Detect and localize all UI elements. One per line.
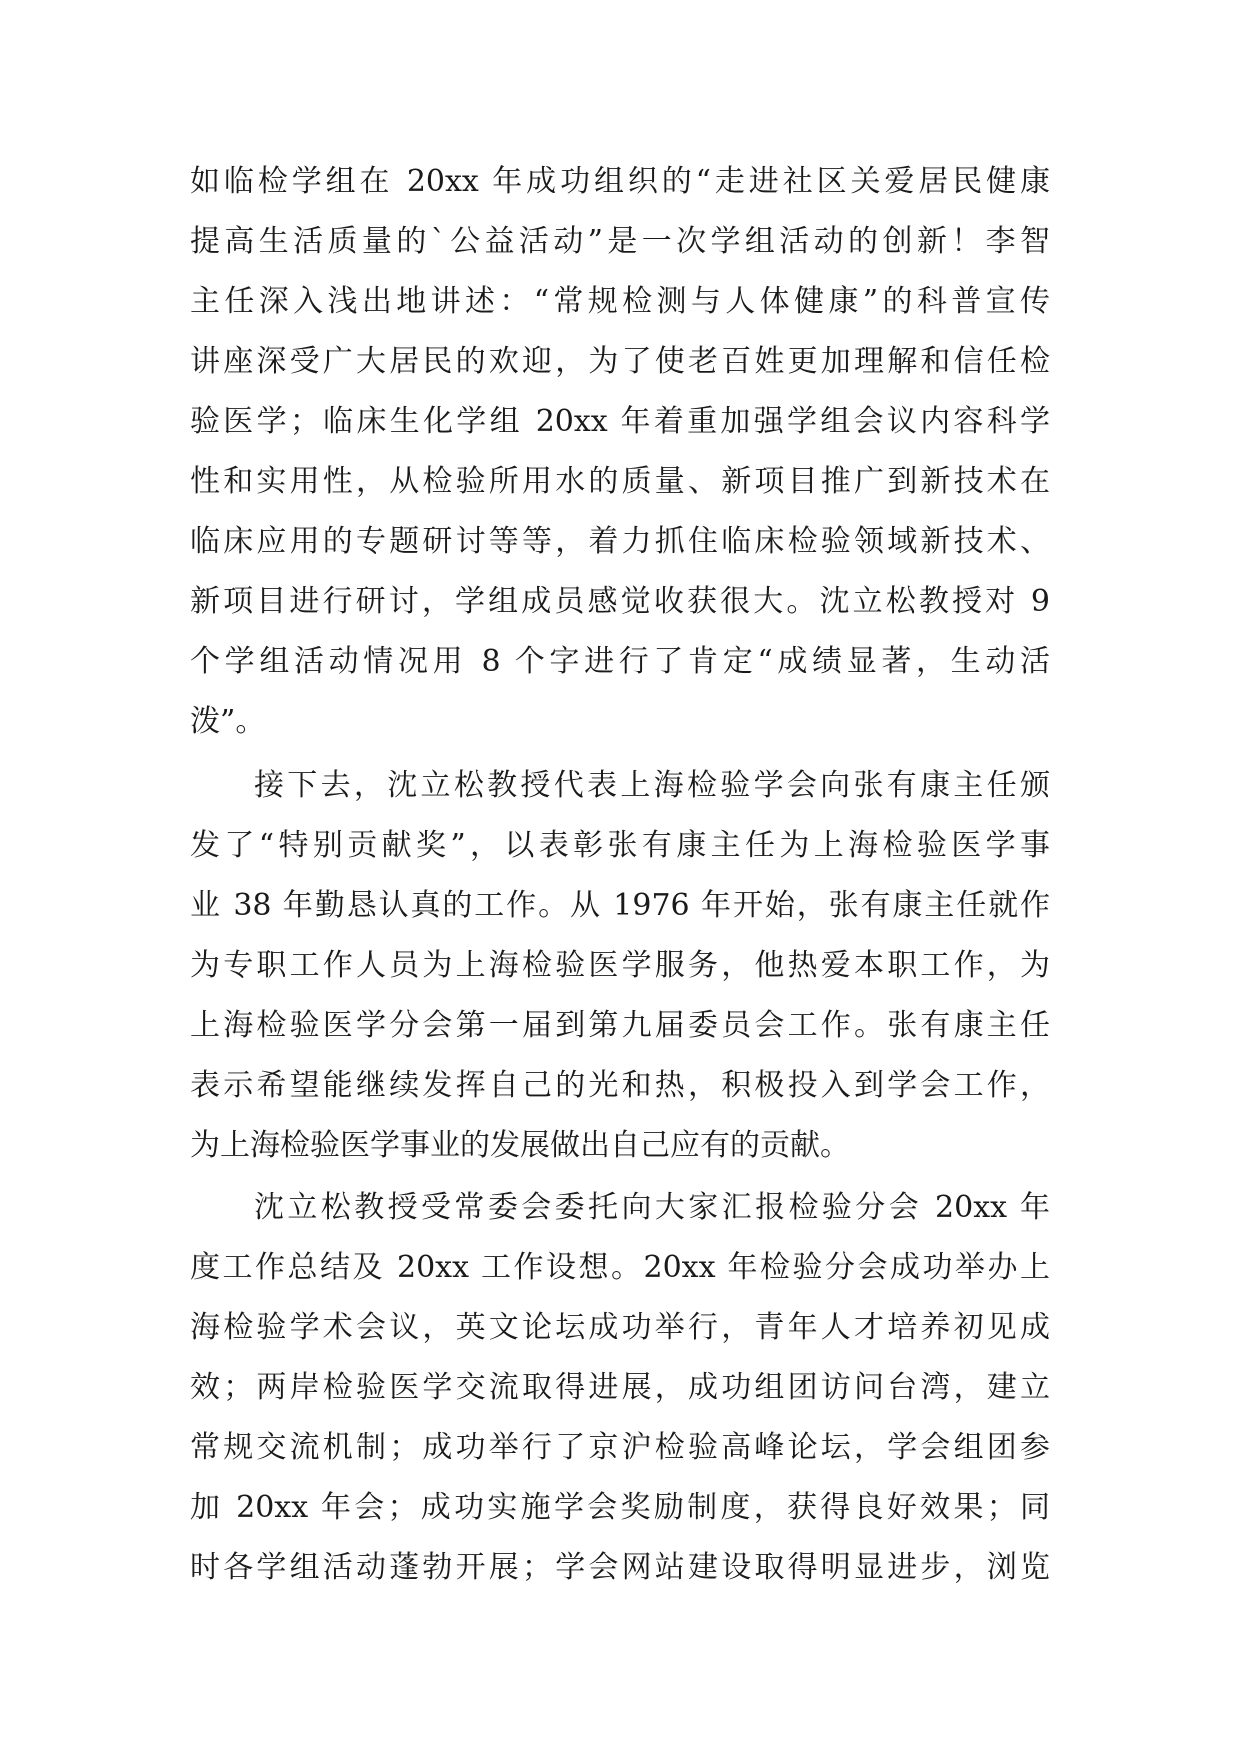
text-line: 时各学组活动蓬勃开展；学会网站建设取得明显进步，浏览 — [190, 1550, 1050, 1585]
text-line: 如临检学组在 20xx 年成功组织的“走进社区关爱居民健康 — [190, 164, 1050, 199]
text-line: 为上海检验医学事业的发展做出自己应有的贡献。 — [190, 1128, 850, 1163]
text-line: 验医学；临床生化学组 20xx 年着重加强学组会议内容科学 — [190, 404, 1050, 439]
text-line: 个学组活动情况用 8 个字进行了肯定“成绩显著，生动活 — [190, 644, 1050, 679]
text-line: 性和实用性，从检验所用水的质量、新项目推广到新技术在 — [190, 464, 1050, 499]
text-line: 表示希望能继续发挥自己的光和热，积极投入到学会工作， — [190, 1068, 1050, 1103]
text-line: 加 20xx 年会；成功实施学会奖励制度，获得良好效果；同 — [190, 1490, 1050, 1525]
text-line: 提高生活质量的`公益活动”是一次学组活动的创新！李智 — [190, 224, 1050, 259]
paragraph-first-line: 沈立松教授受常委会委托向大家汇报检验分会 20xx 年 — [254, 1190, 1050, 1225]
text-line: 海检验学术会议，英文论坛成功举行，青年人才培养初见成 — [190, 1310, 1050, 1345]
text-line: 效；两岸检验医学交流取得进展，成功组团访问台湾，建立 — [190, 1370, 1050, 1405]
text-line: 业 38 年勤恳认真的工作。从 1976 年开始，张有康主任就作 — [190, 888, 1050, 923]
text-line: 为专职工作人员为上海检验医学服务，他热爱本职工作，为 — [190, 948, 1050, 983]
text-line: 度工作总结及 20xx 工作设想。20xx 年检验分会成功举办上 — [190, 1250, 1050, 1285]
text-line: 常规交流机制；成功举行了京沪检验高峰论坛，学会组团参 — [190, 1430, 1050, 1465]
text-line: 讲座深受广大居民的欢迎，为了使老百姓更加理解和信任检 — [190, 344, 1050, 379]
text-line: 主任深入浅出地讲述：“常规检测与人体健康”的科普宣传 — [190, 284, 1050, 319]
text-line: 新项目进行研讨，学组成员感觉收获很大。沈立松教授对 9 — [190, 584, 1050, 619]
text-line: 上海检验医学分会第一届到第九届委员会工作。张有康主任 — [190, 1008, 1050, 1043]
text-line: 临床应用的专题研讨等等，着力抓住临床检验领域新技术、 — [190, 524, 1050, 559]
text-line: 发了“特别贡献奖”，以表彰张有康主任为上海检验医学事 — [190, 828, 1050, 863]
paragraph-first-line: 接下去，沈立松教授代表上海检验学会向张有康主任颁 — [254, 768, 1050, 803]
text-line: 泼”。 — [190, 704, 266, 739]
